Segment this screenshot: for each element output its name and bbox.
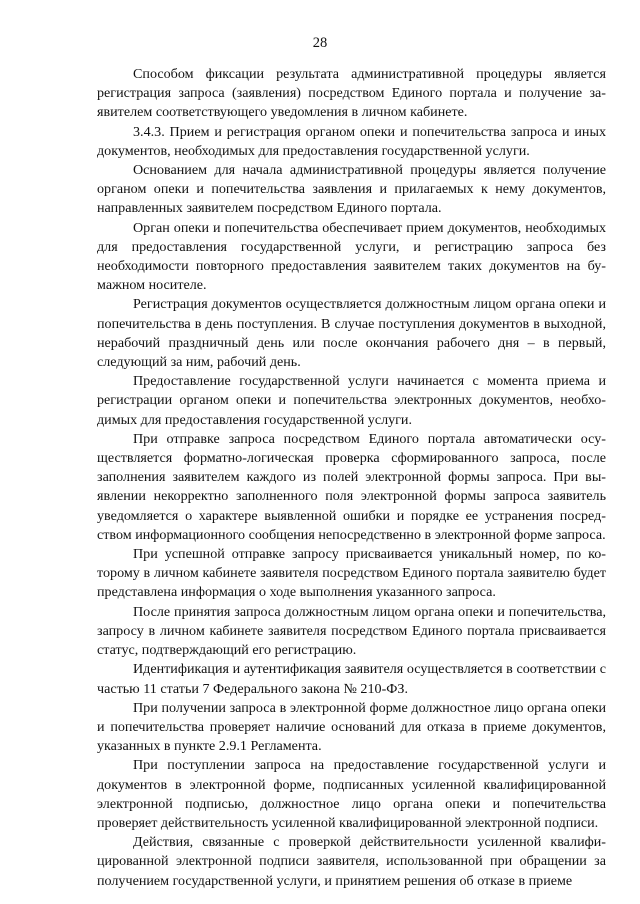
paragraph: При успешной отправке запросу присваивается уникальный номер, по которому в личном кабинете заявителя посредством Единого портала заявителю будет представлена информация о ходе выполнения указанного запроса. — [97, 546, 606, 601]
paragraph: Способом фиксации результата административной процедуры является регистрация запроса (заявления) посредством Единого портала и получение заявителем соответствующего уведомления в личном кабинете. — [97, 66, 606, 121]
paragraph: При получении запроса в электронной форме должностное лицо органа опеки и попечительства проверяет наличие оснований для отказа в приеме документов, указанных в пункте 2.9.1 Регламента. — [97, 699, 606, 755]
paragraph: При поступлении запроса на предоставление государственной услуги и документов в электронной форме, подписанных усиленной квалифицированной электронной подписью, должностное лицо органа опеки и попечительства проверяет действительность усиленной квалифицированной электронной подписи. — [97, 757, 606, 831]
page-number: 28 — [312, 35, 328, 51]
paragraph: Предоставление государственной услуги начинается с момента приема и регистрации органом опеки и попечительства электронных документов, необходимых для предоставления государственной услуги. — [97, 373, 606, 428]
document-body — [97, 65, 606, 891]
paragraph: Орган опеки и попечительства обеспечивает прием документов, необходимых для предоставления государственной услуги, и регистрацию запроса без необходимости повторного предоставления заявителем таких документов на бумажном носителе. — [97, 219, 606, 294]
paragraph: 3.4.3. Прием и регистрация органом опеки и попечительства запроса и иных документов, необходимых для предоставления государственной услуги. — [97, 123, 606, 159]
paragraph: При отправке запроса посредством Единого портала автоматически осуществляется форматно-логическая проверка сформированного запроса, после заполнения заявителем каждого из полей электронной формы запроса. При выявлении некорректно заполненного поля электронной формы запроса заявитель уведомляется о характере выявленной ошибки и порядке ее устранения посредством информационного сообщения непосредственно в электронной форме запроса. — [97, 430, 606, 543]
paragraph: Основанием для начала административной процедуры является получение органом опеки и попечительства заявления и прилагаемых к нему документов, направленных заявителем посредством Единого портала. — [97, 162, 606, 217]
paragraph: После принятия запроса должностным лицом органа опеки и попечительства, запросу в личном кабинете заявителя посредством Единого портала присваивается статус, подтверждающий его регистрацию. — [97, 603, 606, 659]
paragraph: Действия, связанные с проверкой действительности усиленной квалифицированной электронной подписи заявителя, использованной при обращении за получением государственной услуги, и принятием решения об отказе в приеме — [97, 834, 606, 889]
paragraph: Идентификация и аутентификация заявителя осуществляется в соответствии с частью 11 статьи 7 Федерального закона № 210-ФЗ. — [97, 661, 606, 697]
paragraph: Регистрация документов осуществляется должностным лицом органа опеки и попечительства в день поступления. В случае поступления документов в выходной, нерабочий праздничный день или после окончания рабочего дня – в первый, следующий за ним, рабочий день. — [97, 296, 606, 371]
